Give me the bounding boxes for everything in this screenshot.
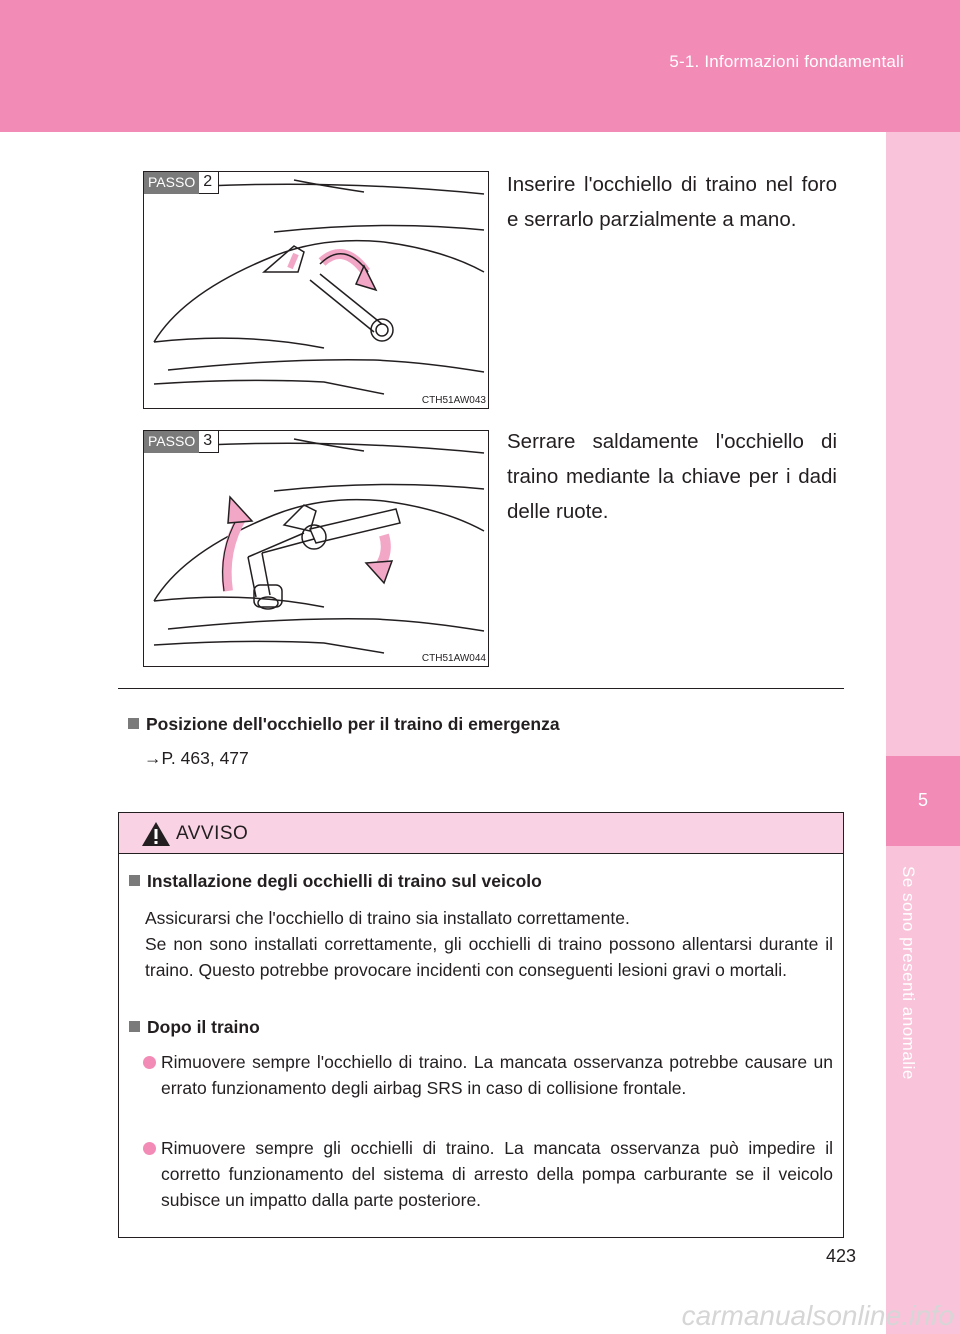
section-title: 5-1. Informazioni fondamentali	[669, 52, 904, 71]
step-badge-number: 2	[199, 172, 219, 194]
section-divider	[118, 688, 844, 689]
watermark: carmanualsonline.info	[681, 1300, 954, 1331]
warning-paragraph: Se non sono installati correttamente, gli occhielli di traino possono allentarsi durante il traino. Questo potrebbe provocare incidenti con conseguenti lesioni gravi o mortali.	[145, 934, 833, 980]
sidebar-top	[886, 132, 960, 756]
chapter-tab[interactable]	[886, 756, 960, 846]
warning-bullet-text: Rimuovere sempre gli occhielli di traino. La mancata osservanza può impedire il corretto funzionamento del sistema di arresto della pompa carburante se il veicolo subisce un impatto dalla parte posteriore.	[161, 1138, 833, 1210]
warning-bullet	[143, 1049, 833, 1129]
section-heading	[128, 714, 560, 735]
square-bullet-icon	[128, 718, 139, 729]
warning-bullet	[143, 1135, 833, 1215]
warning-bullet-text: Rimuovere sempre l'occhiello di traino. La mancata osservanza potrebbe causare un errato funzionamento degli airbag SRS in caso di collisione frontale.	[161, 1052, 833, 1098]
page-number: 423	[826, 1246, 857, 1266]
warning-triangle-icon	[141, 821, 171, 847]
step-badge-label: PASSO	[144, 172, 199, 194]
step-badge	[144, 172, 219, 194]
warning-subheading	[129, 1017, 260, 1038]
round-bullet-icon	[143, 1142, 156, 1155]
page-reference-link[interactable]: →P. 463, 477	[144, 748, 249, 768]
warning-subheading	[129, 871, 542, 892]
square-bullet-icon	[129, 875, 140, 886]
towing-eye-wrench-tighten-drawing	[144, 431, 488, 666]
section-heading-text: Posizione dell'occhiello per il traino di emergenza	[146, 714, 560, 734]
warning-title: AVVISO	[176, 823, 249, 844]
page-header	[0, 0, 960, 132]
warning-paragraph: Assicurarsi che l'occhiello di traino sia installato correttamente.	[145, 908, 630, 928]
warning-subheading-text: Installazione degli occhielli di traino sul veicolo	[147, 871, 542, 891]
step-3-illustration	[143, 430, 489, 667]
chapter-title: Se sono presenti anomalie	[899, 866, 918, 1080]
warning-box	[118, 812, 844, 1238]
square-bullet-icon	[129, 1021, 140, 1032]
step-badge	[144, 431, 219, 453]
step-2-text: Inserire l'occhiello di traino nel foro e serrarlo parzialmente a mano.	[507, 173, 837, 231]
warning-subheading-text: Dopo il traino	[147, 1017, 260, 1037]
towing-eye-hand-tighten-drawing	[144, 172, 488, 408]
figure-code: CTH51AW043	[421, 395, 486, 406]
step-badge-number: 3	[199, 431, 219, 453]
step-2-illustration	[143, 171, 489, 409]
round-bullet-icon	[143, 1056, 156, 1069]
warning-header	[119, 813, 843, 854]
figure-code: CTH51AW044	[421, 653, 486, 664]
chapter-number: 5	[917, 790, 928, 810]
step-3-text: Serrare saldamente l'occhiello di traino mediante la chiave per i dadi delle ruote.	[507, 430, 837, 523]
step-badge-label: PASSO	[144, 431, 199, 453]
